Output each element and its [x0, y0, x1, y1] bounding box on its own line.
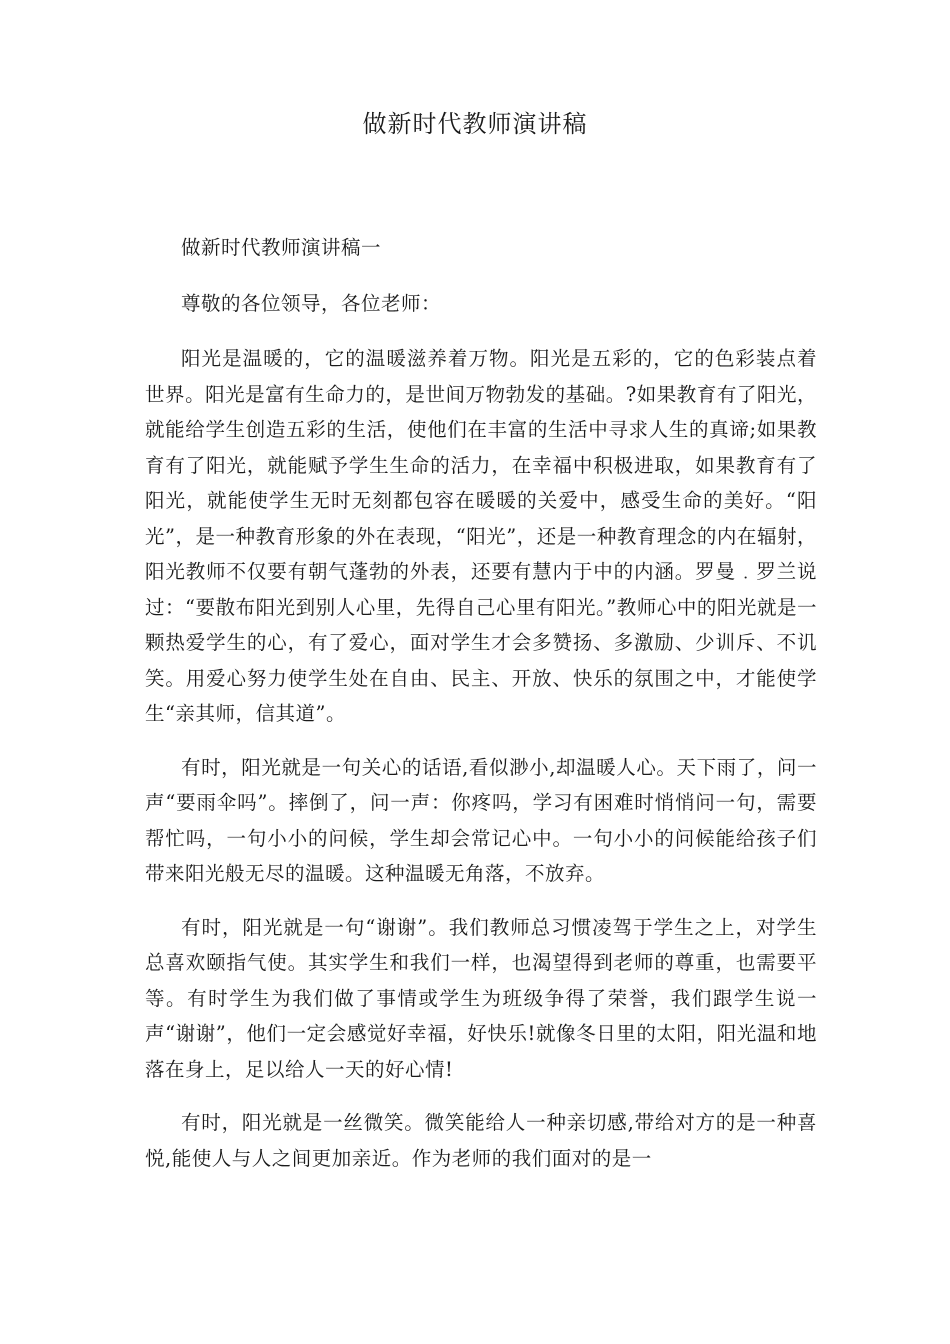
paragraph: 有时，阳光就是一丝微笑。微笑能给人一种亲切感,带给对方的是一种喜悦,能使人与人之间更加亲近。作为老师的我们面对的是一 — [145, 1111, 817, 1170]
greeting-line: 尊敬的各位领导，各位老师： — [181, 291, 442, 315]
section-heading: 做新时代教师演讲稿一 — [181, 236, 382, 259]
paragraph: 有时，阳光就是一句“谢谢”。我们教师总习惯凌驾于学生之上，对学生总喜欢颐指气使。其实学生和我们一样，也渴望得到老师的尊重，也需要平等。有时学生为我们做了事情或学生为班级争得了荣誉，我们跟学生说一声“谢谢”，他们一定会感觉好幸福，好快乐!就像冬日里的太阳，阳光温和地落在身上，足以给人一天的好心情! — [145, 915, 817, 1081]
document-title: 做新时代教师演讲稿 — [362, 110, 588, 138]
paragraph: 有时，阳光就是一句关心的话语,看似渺小,却温暖人心。天下雨了，问一声“要雨伞吗”。摔倒了，问一声：你疼吗，学习有困难时悄悄问一句，需要帮忙吗，一句小小的问候，学生却会常记心中。一句小小的问候能给孩子们带来阳光般无尽的温暖。这种温暖无角落，不放弃。 — [145, 755, 817, 885]
paragraph: 阳光是温暖的，它的温暖滋养着万物。阳光是五彩的，它的色彩装点着世界。阳光是富有生命力的，是世间万物勃发的基础。?如果教育有了阳光，就能给学生创造五彩的生活，使他们在丰富的生活中寻求人生的真谛;如果教育有了阳光，就能赋予学生生命的活力，在幸福中积极进取，如果教育有了阳光，就能使学生无时无刻都包容在暖暖的关爱中，感受生命的美好。“阳光”，是一种教育形象的外在表现，“阳光”，还是一种教育理念的内在辐射，阳光教师不仅要有朝气蓬勃的外表，还要有慧内于中的内涵。罗曼﹒罗兰说过：“要散布阳光到别人心里，先得自己心里有阳光。”教师心中的阳光就是一颗热爱学生的心，有了爱心，面对学生才会多赞扬、多激励、少训斥、不讥笑。用爱心努力使学生处在自由、民主、开放、快乐的氛围之中，才能使学生“亲其师，信其道”。 — [145, 347, 817, 725]
document-body — [145, 230, 817, 1194]
